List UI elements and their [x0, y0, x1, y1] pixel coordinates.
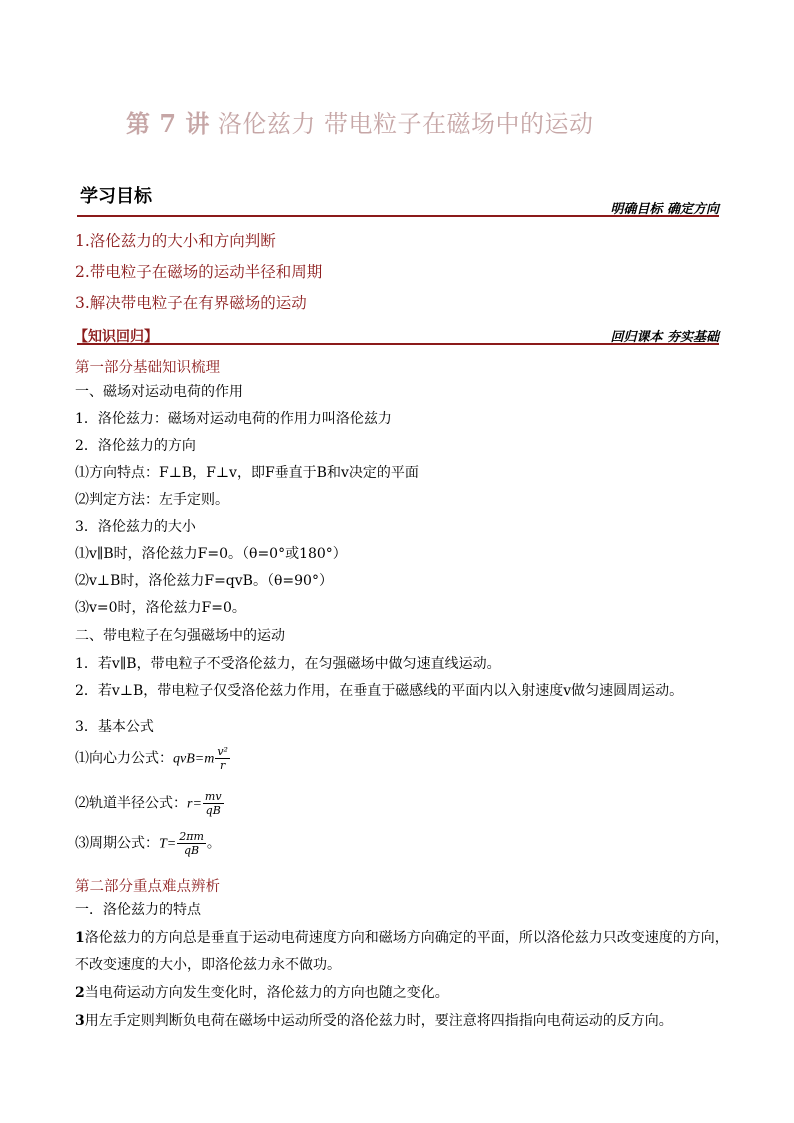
paragraph: ⑶v=0时，洛伦兹力F=0。	[75, 600, 246, 616]
goal-item: 2.带电粒子在磁场的运动半径和周期	[75, 263, 323, 281]
page-title	[126, 104, 594, 139]
goal-item: 1.洛伦兹力的大小和方向判断	[75, 232, 276, 250]
lecture-number: 第 7 讲	[126, 109, 210, 138]
fraction: $\frac{mv}{qB}$	[204, 790, 222, 817]
paragraph: ⑵v⊥B时，洛伦兹力F=qvB。（θ=90°）	[75, 573, 333, 589]
part1-title: 第一部分基础知识梳理	[75, 360, 220, 376]
paragraph: 1洛伦兹力的方向总是垂直于运动电荷速度方向和磁场方向确定的平面，所以洛伦兹力只改变速度的方向，	[75, 930, 729, 946]
paragraph: ⑴方向特点：F⊥B，F⊥v，即F垂直于B和v决定的平面	[75, 465, 419, 481]
goal-item: 3.解决带电粒子在有界磁场的运动	[75, 294, 307, 312]
section-heading: 二、带电粒子在匀强磁场中的运动	[75, 628, 285, 644]
fraction: $\frac{\text{v²}}{r}$	[217, 745, 228, 772]
review-rule-caption: 回归课本 夯实基础	[610, 330, 719, 345]
paragraph: 3用左手定则判断负电荷在磁场中运动所受的洛伦兹力时，要注意将四指指向电荷运动的反方向。	[75, 1013, 673, 1029]
paragraph: 2当电荷运动方向发生变化时，洛伦兹力的方向也随之变化。	[75, 985, 449, 1001]
paragraph: ⑴v∥B时，洛伦兹力F=0。（θ=0°或180°）	[75, 546, 347, 562]
paragraph: 1．洛伦兹力：磁场对运动电荷的作用力叫洛伦兹力	[75, 411, 392, 427]
part2-title: 第二部分重点难点辨析	[75, 879, 220, 895]
paragraph: 不改变速度的大小，即洛伦兹力永不做功。	[75, 957, 341, 973]
formula-radius: ⑵轨道半径公式：r= $\frac{mv}{qB}$	[75, 790, 222, 817]
paragraph: 2．洛伦兹力的方向	[75, 438, 196, 454]
paragraph: ⑵判定方法：左手定则。	[75, 492, 229, 508]
section-heading: 一．洛伦兹力的特点	[75, 902, 201, 918]
formula-centripetal: ⑴向心力公式：qvB=m $\frac{\text{v²}}{r}$	[75, 745, 228, 772]
goals-rule-caption: 明确目标 确定方向	[610, 202, 719, 217]
paragraph: 3．洛伦兹力的大小	[75, 519, 196, 535]
formula-period: ⑶周期公式：T= $\frac{2\pi m}{qB}$ 。	[75, 830, 221, 857]
lecture-topic: 洛伦兹力 带电粒子在磁场中的运动	[217, 110, 594, 138]
paragraph: 3．基本公式	[75, 719, 154, 735]
goals-heading: 学习目标	[80, 186, 152, 207]
review-heading: 【知识回归】	[74, 329, 158, 345]
fraction: $\frac{2\pi m}{qB}$	[179, 830, 204, 857]
paragraph: 2．若v⊥B，带电粒子仅受洛伦兹力作用，在垂直于磁感线的平面内以入射速度v做匀速圆周运动。	[75, 683, 684, 699]
section-heading: 一、磁场对运动电荷的作用	[75, 384, 243, 400]
paragraph: 1．若v∥B，带电粒子不受洛伦兹力，在匀强磁场中做匀速直线运动。	[75, 656, 501, 672]
